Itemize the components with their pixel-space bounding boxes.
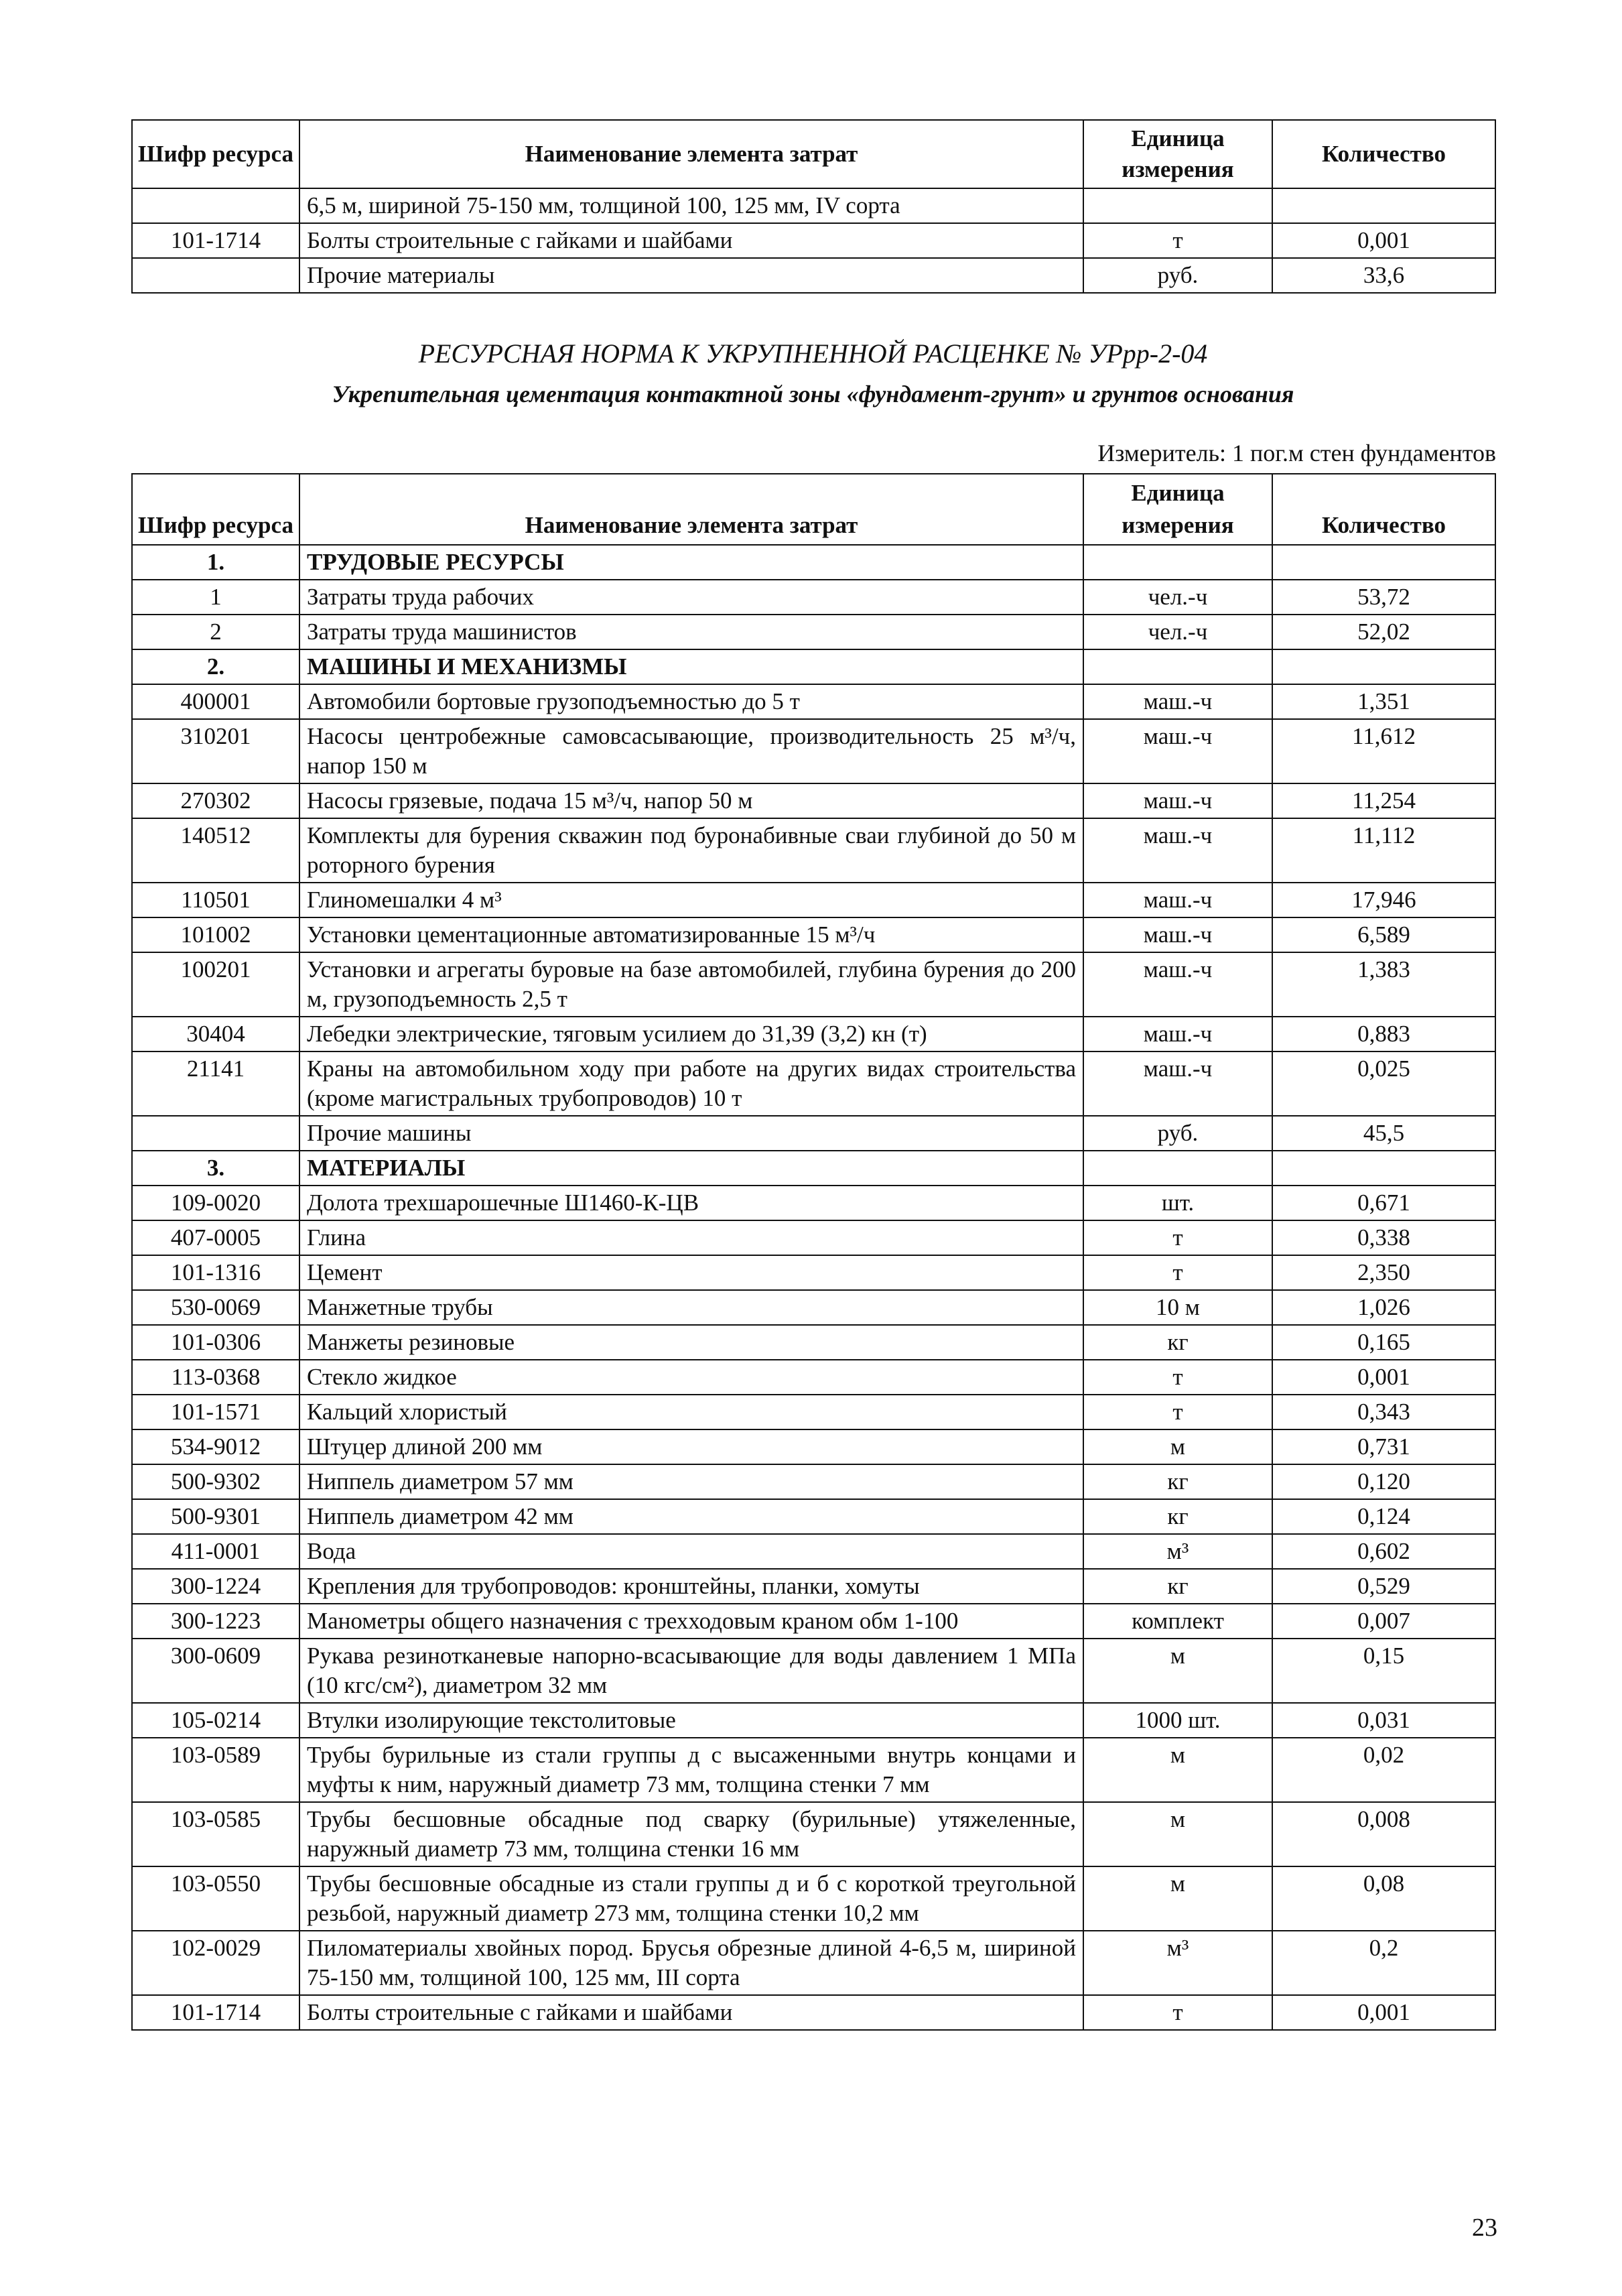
resource-norm-subtitle: Укрепительная цементация контактной зоны «фундамент-грунт» и грунтов основания	[332, 381, 1294, 407]
cell-unit: т	[1083, 1220, 1272, 1255]
cell-code: 101-1714	[132, 1995, 299, 2030]
cell-qty: 2,350	[1272, 1255, 1495, 1290]
cell-unit	[1083, 545, 1272, 580]
cell-name: Цемент	[299, 1255, 1083, 1290]
table-row	[132, 1499, 1495, 1534]
section-row	[132, 545, 1495, 580]
table-row	[132, 223, 1495, 258]
cell-qty: 0,031	[1272, 1703, 1495, 1738]
header-code: Шифр ресурса	[132, 120, 299, 188]
cell-unit: 10 м	[1083, 1290, 1272, 1325]
table-row	[132, 1220, 1495, 1255]
table-row	[132, 1464, 1495, 1499]
cell-name: Болты строительные с гайками и шайбами	[299, 1995, 1083, 2030]
table-row	[132, 1569, 1495, 1604]
table-row	[132, 1703, 1495, 1738]
cell-qty: 0,08	[1272, 1866, 1495, 1931]
cell-code: 101-1571	[132, 1395, 299, 1429]
cell-code: 1	[132, 580, 299, 615]
cell-unit: м	[1083, 1639, 1272, 1703]
cell-name: Ниппель диаметром 42 мм	[299, 1499, 1083, 1534]
cell-name: Автомобили бортовые грузоподъемностью до 5 т	[299, 684, 1083, 719]
cell-code: 102-0029	[132, 1931, 299, 1995]
cell-qty: 0,883	[1272, 1017, 1495, 1051]
cell-code: 101-0306	[132, 1325, 299, 1360]
cell-qty	[1272, 188, 1495, 223]
cell-code: 400001	[132, 684, 299, 719]
cell-qty	[1272, 545, 1495, 580]
cell-qty: 1,351	[1272, 684, 1495, 719]
table-row	[132, 1186, 1495, 1220]
header-name: Наименование элемента затрат	[299, 474, 1083, 545]
cell-unit	[1083, 649, 1272, 684]
cell-name: Установки цементационные автоматизированные 15 м³/ч	[299, 917, 1083, 952]
cell-qty	[1272, 649, 1495, 684]
cell-unit: м	[1083, 1802, 1272, 1866]
cell-name: Втулки изолирующие текстолитовые	[299, 1703, 1083, 1738]
cell-name: Насосы центробежные самовсасывающие, производительность 25 м³/ч, напор 150 м	[299, 719, 1083, 783]
cell-name: Прочие машины	[299, 1116, 1083, 1151]
table-row	[132, 1360, 1495, 1395]
cell-qty: 0,001	[1272, 223, 1495, 258]
cell-code: 101-1714	[132, 223, 299, 258]
cell-code: 2.	[132, 649, 299, 684]
cell-qty: 1,383	[1272, 952, 1495, 1017]
table-row	[132, 615, 1495, 649]
cell-name: Штуцер длиной 200 мм	[299, 1429, 1083, 1464]
table-row	[132, 719, 1495, 783]
table-row	[132, 883, 1495, 917]
cell-unit: маш.-ч	[1083, 684, 1272, 719]
cell-name: Манометры общего назначения с трехходовым краном обм 1-100	[299, 1604, 1083, 1639]
cell-qty: 0,15	[1272, 1639, 1495, 1703]
cell-name: Краны на автомобильном ходу при работе на других видах строительства (кроме магистральных трубопроводов) 10 т	[299, 1051, 1083, 1116]
table-header-row	[132, 120, 1495, 188]
cell-qty: 11,612	[1272, 719, 1495, 783]
cell-unit: т	[1083, 1360, 1272, 1395]
cell-name: Рукава резинотканевые напорно-всасывающие для воды давлением 1 МПа (10 кгс/см²), диаметром 32 мм	[299, 1639, 1083, 1703]
cell-qty: 0,02	[1272, 1738, 1495, 1802]
cell-unit: кг	[1083, 1464, 1272, 1499]
cell-unit: руб.	[1083, 1116, 1272, 1151]
cell-unit: маш.-ч	[1083, 719, 1272, 783]
cell-qty	[1272, 1151, 1495, 1186]
cell-name: Манжеты резиновые	[299, 1325, 1083, 1360]
cell-unit: м	[1083, 1429, 1272, 1464]
cell-code: 534-9012	[132, 1429, 299, 1464]
table-row	[132, 580, 1495, 615]
cell-code: 140512	[132, 818, 299, 883]
cell-name: Крепления для трубопроводов: кронштейны, планки, хомуты	[299, 1569, 1083, 1604]
cell-unit: руб.	[1083, 258, 1272, 293]
cell-unit: т	[1083, 1995, 1272, 2030]
cell-code: 300-0609	[132, 1639, 299, 1703]
cell-name: Трубы бесшовные обсадные под сварку (бурильные) утяжеленные, наружный диаметр 73 мм, толщина стенки 16 мм	[299, 1802, 1083, 1866]
cell-qty: 0,2	[1272, 1931, 1495, 1995]
cell-qty: 0,025	[1272, 1051, 1495, 1116]
cell-unit: маш.-ч	[1083, 783, 1272, 818]
cell-code: 113-0368	[132, 1360, 299, 1395]
cell-name: Лебедки электрические, тяговым усилием до 31,39 (3,2) кн (т)	[299, 1017, 1083, 1051]
cell-name: Пиломатериалы хвойных пород. Брусья обрезные длиной 4-6,5 м, шириной 75-150 мм, толщиной 100, 125 мм, III сорта	[299, 1931, 1083, 1995]
table-row	[132, 1255, 1495, 1290]
cell-qty: 53,72	[1272, 580, 1495, 615]
cell-qty: 0,731	[1272, 1429, 1495, 1464]
cell-qty: 11,112	[1272, 818, 1495, 883]
table-row	[132, 258, 1495, 293]
cell-qty: 0,338	[1272, 1220, 1495, 1255]
cell-unit: м³	[1083, 1534, 1272, 1569]
cell-name: Трубы бурильные из стали группы д с высаженными внутрь концами и муфты к ним, наружный диаметр 73 мм, толщина стенки 7 мм	[299, 1738, 1083, 1802]
cell-unit: чел.-ч	[1083, 580, 1272, 615]
table-row	[132, 1802, 1495, 1866]
table-row	[132, 917, 1495, 952]
cell-code: 101002	[132, 917, 299, 952]
cell-code: 103-0585	[132, 1802, 299, 1866]
cell-code: 21141	[132, 1051, 299, 1116]
cell-code: 109-0020	[132, 1186, 299, 1220]
cell-code: 100201	[132, 952, 299, 1017]
cell-unit: комплект	[1083, 1604, 1272, 1639]
table-row	[132, 818, 1495, 883]
section-row	[132, 1151, 1495, 1186]
header-qty: Количество	[1272, 120, 1495, 188]
resource-norm-heading: РЕСУРСНАЯ НОРМА К УКРУПНЕННОЙ РАСЦЕНКЕ № УРрр-2-04	[418, 338, 1208, 369]
cell-unit: м	[1083, 1866, 1272, 1931]
cell-code: 407-0005	[132, 1220, 299, 1255]
table-row	[132, 1116, 1495, 1151]
cell-qty: 11,254	[1272, 783, 1495, 818]
cell-name: Глиномешалки 4 м³	[299, 883, 1083, 917]
table-row	[132, 684, 1495, 719]
cell-unit: т	[1083, 1255, 1272, 1290]
cell-name: Ниппель диаметром 57 мм	[299, 1464, 1083, 1499]
cell-unit: м	[1083, 1738, 1272, 1802]
cell-code: 500-9301	[132, 1499, 299, 1534]
cell-code: 500-9302	[132, 1464, 299, 1499]
table-row	[132, 783, 1495, 818]
table-header-row	[132, 474, 1495, 545]
cell-qty: 0,165	[1272, 1325, 1495, 1360]
cell-code	[132, 258, 299, 293]
cell-name: Долота трехшарошечные Ш1460-К-ЦВ	[299, 1186, 1083, 1220]
cell-name: Затраты труда рабочих	[299, 580, 1083, 615]
cell-qty: 0,120	[1272, 1464, 1495, 1499]
cell-unit: т	[1083, 1395, 1272, 1429]
cell-code: 270302	[132, 783, 299, 818]
cell-qty: 0,008	[1272, 1802, 1495, 1866]
cell-qty: 0,671	[1272, 1186, 1495, 1220]
page-number: 23	[1472, 2214, 1497, 2242]
cell-unit: 1000 шт.	[1083, 1703, 1272, 1738]
header-code: Шифр ресурса	[132, 474, 299, 545]
cell-code: 110501	[132, 883, 299, 917]
measure-unit-note: Измеритель: 1 пог.м стен фундаментов	[1097, 440, 1496, 466]
cell-qty: 6,589	[1272, 917, 1495, 952]
cell-unit: кг	[1083, 1569, 1272, 1604]
table-row	[132, 1290, 1495, 1325]
table-row	[132, 1995, 1495, 2030]
cell-name: Трубы бесшовные обсадные из стали группы д и б с короткой треугольной резьбой, наружный диаметр 273 мм, толщина стенки 10,2 мм	[299, 1866, 1083, 1931]
cell-qty: 33,6	[1272, 258, 1495, 293]
cell-name: Установки и агрегаты буровые на базе автомобилей, глубина бурения до 200 м, грузоподъемность 2,5 т	[299, 952, 1083, 1017]
cell-qty: 45,5	[1272, 1116, 1495, 1151]
cell-code: 2	[132, 615, 299, 649]
cell-name: Прочие материалы	[299, 258, 1083, 293]
cell-code: 530-0069	[132, 1290, 299, 1325]
cell-code: 3.	[132, 1151, 299, 1186]
table-row	[132, 1429, 1495, 1464]
table-row	[132, 1534, 1495, 1569]
resource-norm-table	[131, 473, 1496, 2031]
cell-name: Вода	[299, 1534, 1083, 1569]
cell-qty: 0,602	[1272, 1534, 1495, 1569]
cell-unit	[1083, 188, 1272, 223]
cell-name: МАТЕРИАЛЫ	[299, 1151, 1083, 1186]
cell-code	[132, 1116, 299, 1151]
cell-qty: 0,124	[1272, 1499, 1495, 1534]
cell-name: 6,5 м, шириной 75-150 мм, толщиной 100, 125 мм, IV сорта	[299, 188, 1083, 223]
table-row	[132, 188, 1495, 223]
cell-name: Кальций хлористый	[299, 1395, 1083, 1429]
cell-unit: чел.-ч	[1083, 615, 1272, 649]
cell-name: МАШИНЫ И МЕХАНИЗМЫ	[299, 649, 1083, 684]
table-row	[132, 1639, 1495, 1703]
cell-name: Насосы грязевые, подача 15 м³/ч, напор 50 м	[299, 783, 1083, 818]
cell-code: 105-0214	[132, 1703, 299, 1738]
cell-code	[132, 188, 299, 223]
cell-code: 1.	[132, 545, 299, 580]
table-row	[132, 952, 1495, 1017]
cell-code: 411-0001	[132, 1534, 299, 1569]
cell-name: Стекло жидкое	[299, 1360, 1083, 1395]
cell-qty: 52,02	[1272, 615, 1495, 649]
table-row	[132, 1051, 1495, 1116]
cell-qty: 0,001	[1272, 1995, 1495, 2030]
header-unit: Единица измерения	[1083, 474, 1272, 545]
table-row	[132, 1931, 1495, 1995]
cell-unit: маш.-ч	[1083, 917, 1272, 952]
table2-body	[132, 545, 1495, 2030]
cell-unit: кг	[1083, 1499, 1272, 1534]
cell-code: 30404	[132, 1017, 299, 1051]
cell-unit: т	[1083, 223, 1272, 258]
cell-code: 310201	[132, 719, 299, 783]
cell-code: 103-0550	[132, 1866, 299, 1931]
table-row	[132, 1325, 1495, 1360]
table-row	[132, 1604, 1495, 1639]
cell-unit	[1083, 1151, 1272, 1186]
cell-code: 300-1223	[132, 1604, 299, 1639]
resource-table-continued	[131, 119, 1496, 294]
header-unit: Единица измерения	[1083, 120, 1272, 188]
cell-qty: 0,007	[1272, 1604, 1495, 1639]
cell-name: Затраты труда машинистов	[299, 615, 1083, 649]
table1-body	[132, 188, 1495, 293]
cell-name: Манжетные трубы	[299, 1290, 1083, 1325]
table-row	[132, 1866, 1495, 1931]
cell-code: 300-1224	[132, 1569, 299, 1604]
cell-qty: 0,343	[1272, 1395, 1495, 1429]
cell-unit: м³	[1083, 1931, 1272, 1995]
cell-unit: маш.-ч	[1083, 818, 1272, 883]
cell-name: Комплекты для бурения скважин под буронабивные сваи глубиной до 50 м роторного бурения	[299, 818, 1083, 883]
section-row	[132, 649, 1495, 684]
cell-unit: кг	[1083, 1325, 1272, 1360]
cell-unit: шт.	[1083, 1186, 1272, 1220]
cell-code: 101-1316	[132, 1255, 299, 1290]
cell-name: Болты строительные с гайками и шайбами	[299, 223, 1083, 258]
header-qty: Количество	[1272, 474, 1495, 545]
cell-name: Глина	[299, 1220, 1083, 1255]
cell-name: ТРУДОВЫЕ РЕСУРСЫ	[299, 545, 1083, 580]
header-name: Наименование элемента затрат	[299, 120, 1083, 188]
table-row	[132, 1738, 1495, 1802]
cell-unit: маш.-ч	[1083, 1051, 1272, 1116]
table-row	[132, 1017, 1495, 1051]
cell-unit: маш.-ч	[1083, 883, 1272, 917]
cell-qty: 0,529	[1272, 1569, 1495, 1604]
cell-qty: 0,001	[1272, 1360, 1495, 1395]
cell-unit: маш.-ч	[1083, 1017, 1272, 1051]
cell-code: 103-0589	[132, 1738, 299, 1802]
cell-qty: 1,026	[1272, 1290, 1495, 1325]
cell-unit: маш.-ч	[1083, 952, 1272, 1017]
cell-qty: 17,946	[1272, 883, 1495, 917]
table-row	[132, 1395, 1495, 1429]
